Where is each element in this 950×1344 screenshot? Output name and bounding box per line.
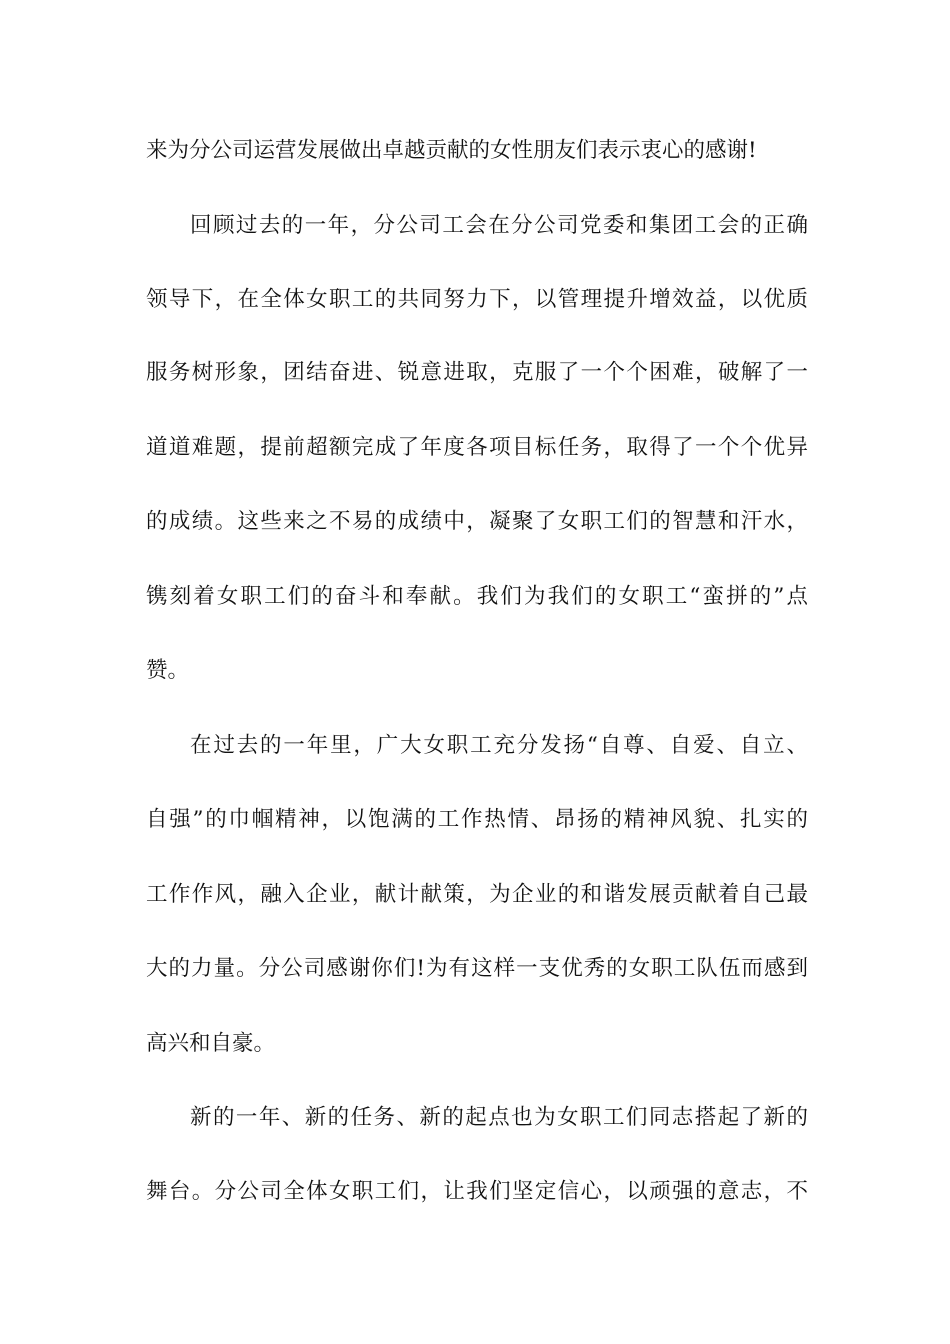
text-line: 的成绩。这些来之不易的成绩中，凝聚了女职工们的智慧和汗水， <box>146 509 808 534</box>
text-line: 镌刻着女职工们的奋斗和奉献。我们为我们的女职工“蛮拼的”点 <box>146 584 808 609</box>
text-line: 舞台。分公司全体女职工们，让我们坚定信心，以顽强的意志，不 <box>146 1179 808 1204</box>
text-line: 高兴和自豪。 <box>146 1031 276 1056</box>
text-line: 赞。 <box>146 658 190 683</box>
paragraph-first-line: 回顾过去的一年，分公司工会在分公司党委和集团工会的正确 <box>190 213 808 238</box>
text-line: 工作作风，融入企业，献计献策，为企业的和谐发展贡献着自己最 <box>146 882 808 907</box>
text-line: 来为分公司运营发展做出卓越贡献的女性朋友们表示衷心的感谢! <box>146 138 757 163</box>
text-line: 道道难题，提前超额完成了年度各项目标任务，取得了一个个优异 <box>146 435 808 460</box>
paragraph-first-line: 新的一年、新的任务、新的起点也为女职工们同志搭起了新的 <box>190 1105 808 1130</box>
text-line: 大的力量。分公司感谢你们!为有这样一支优秀的女职工队伍而感到 <box>146 956 808 981</box>
text-line: 领导下，在全体女职工的共同努力下，以管理提升增效益，以优质 <box>146 287 808 312</box>
text-line: 服务树形象，团结奋进、锐意进取，克服了一个个困难，破解了一 <box>146 360 808 385</box>
paragraph-first-line: 在过去的一年里，广大女职工充分发扬“自尊、自爱、自立、 <box>190 733 808 758</box>
text-line: 自强”的巾帼精神，以饱满的工作热情、昂扬的精神风貌、扎实的 <box>146 807 808 832</box>
